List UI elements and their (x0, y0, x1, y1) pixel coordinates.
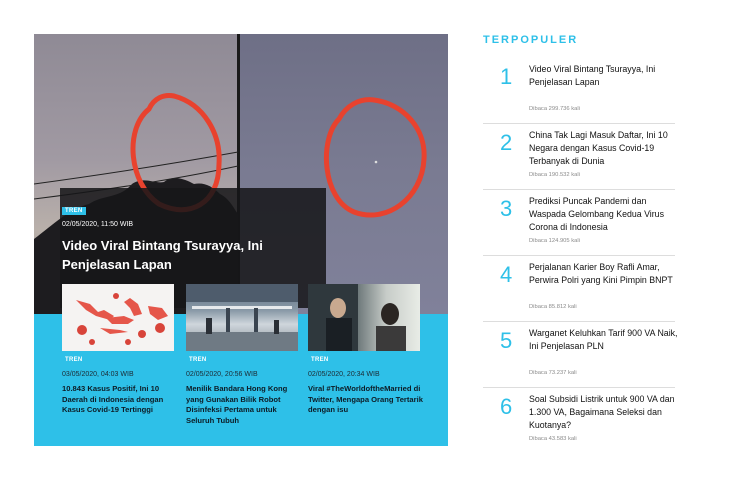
news-card[interactable] (308, 284, 423, 414)
divider (483, 387, 675, 388)
popular-rank: 5 (500, 328, 513, 353)
card-tag[interactable]: TREN (62, 356, 86, 364)
popular-heading: TERPOPULER (483, 34, 579, 46)
popular-title[interactable]: Warganet Keluhkan Tarif 900 VA Naik, Ini Penjelasan PLN (529, 328, 678, 351)
popular-item[interactable] (483, 192, 675, 256)
feature-headline[interactable]: Video Viral Bintang Tsurayya, Ini Penjelasan Lapan (62, 238, 263, 272)
card-tag[interactable]: TREN (308, 356, 332, 364)
popular-title[interactable]: China Tak Lagi Masuk Daftar, Ini 10 Negara dengan Kasus Covid-19 Terbanyak di Dunia (529, 130, 668, 166)
popular-rank: 3 (500, 196, 513, 221)
card-date: 03/05/2020, 04:03 WIB (62, 371, 134, 378)
card-date: 02/05/2020, 20:56 WIB (186, 371, 258, 378)
popular-rank: 1 (500, 64, 513, 89)
card-title[interactable]: 10.843 Kasus Positif, Ini 10 Daerah di Indonesia dengan Kasus Covid-19 Tertinggi (62, 384, 164, 414)
card-tag[interactable]: TREN (186, 356, 210, 364)
news-card[interactable] (186, 284, 298, 425)
covid-map-image (62, 284, 174, 351)
popular-read-count: Dibaca 299.736 kali (529, 106, 580, 112)
popular-rank: 2 (500, 130, 513, 155)
red-circle-marker (326, 100, 424, 215)
popular-title[interactable]: Video Viral Bintang Tsurayya, Ini Penjelasan Lapan (529, 64, 656, 87)
popular-read-count: Dibaca 43.583 kali (529, 436, 577, 442)
card-thumbnail[interactable] (62, 284, 174, 351)
feature-tag[interactable]: TREN (62, 207, 86, 215)
drama-scene-image (308, 284, 420, 351)
popular-rank: 6 (500, 394, 513, 419)
card-title[interactable]: Menilik Bandara Hong Kong yang Gunakan Bilik Robot Disinfeksi Pertama untuk Seluruh Tubuh (186, 384, 288, 425)
divider (483, 123, 675, 124)
popular-read-count: Dibaca 85.812 kali (529, 304, 577, 310)
divider (483, 189, 675, 190)
popular-read-count: Dibaca 73.237 kali (529, 370, 577, 376)
popular-item[interactable] (483, 324, 678, 388)
feature-date: 02/05/2020, 11:50 WIB (62, 221, 134, 228)
card-title[interactable]: Viral #TheWorldoftheMarried di Twitter, Mengapa Orang Tertarik dengan isu (308, 384, 423, 414)
card-thumbnail[interactable] (186, 284, 298, 351)
news-card[interactable] (62, 284, 174, 414)
popular-item[interactable] (483, 126, 675, 190)
popular-read-count: Dibaca 124.905 kali (529, 238, 580, 244)
airport-image (186, 284, 298, 351)
popular-item[interactable] (483, 390, 675, 454)
popular-title[interactable]: Prediksi Puncak Pandemi dan Waspada Gelombang Kedua Virus Corona di Indonesia (529, 196, 664, 232)
divider (483, 321, 675, 322)
featured-section (34, 34, 448, 446)
card-date: 02/05/2020, 20:34 WIB (308, 371, 380, 378)
card-thumbnail[interactable] (308, 284, 420, 351)
divider (483, 255, 675, 256)
star-dot (375, 161, 378, 164)
popular-item[interactable] (483, 258, 675, 322)
popular-item[interactable] (483, 60, 675, 124)
popular-title[interactable]: Soal Subsidi Listrik untuk 900 VA dan 1.300 VA, Bagaimana Seleksi dan Kuotanya? (529, 394, 675, 430)
popular-rank: 4 (500, 262, 513, 287)
popular-title[interactable]: Perjalanan Karier Boy Rafli Amar, Perwira Polri yang Kini Pimpin BNPT (529, 262, 673, 285)
popular-read-count: Dibaca 190.532 kali (529, 172, 580, 178)
